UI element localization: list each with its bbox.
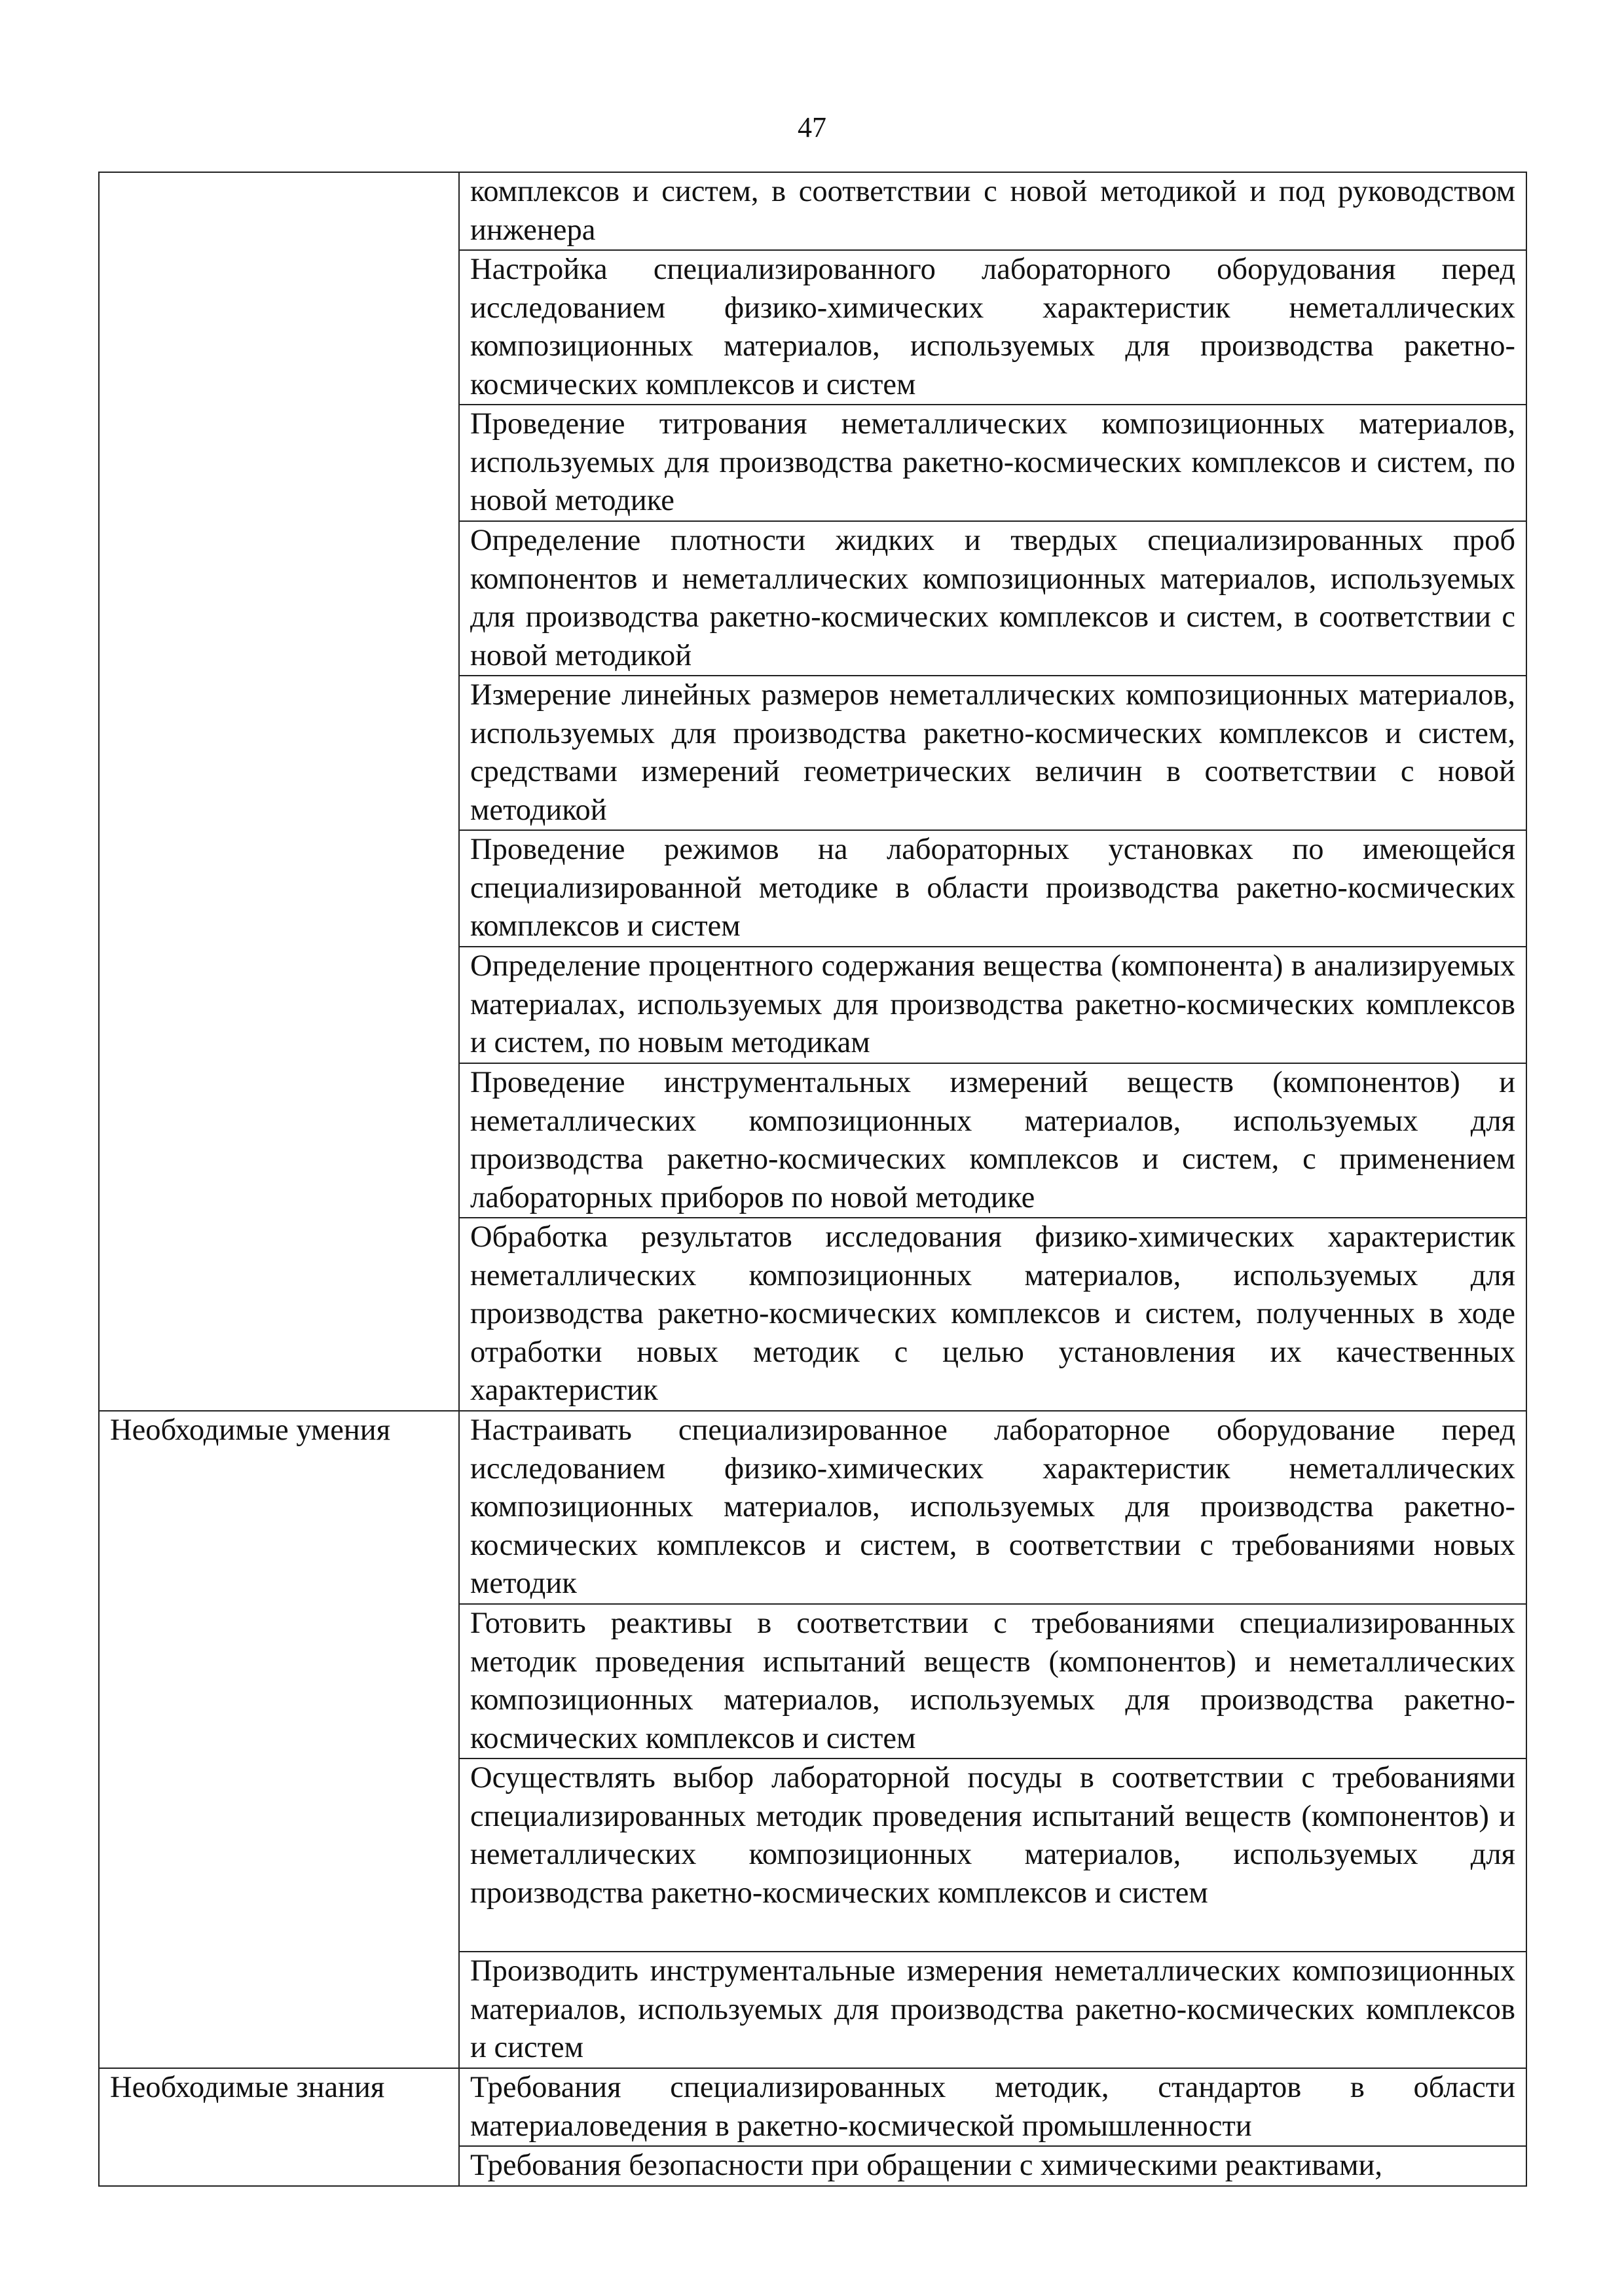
table-cell: комплексов и систем, в соответствии с новой методикой и под руководством инженера [459,172,1526,250]
row-label-skills: Необходимые умения [99,1411,459,2068]
table-cell: Настройка специализированного лабораторного оборудования перед исследованием физико-химических характеристик неметаллических композиционных материалов, используемых для производства ракетно-космических комплексов и систем [459,250,1526,405]
table-cell: Требования безопасности при обращении с химическими реактивами, [459,2146,1526,2186]
row-label-knowledge: Необходимые знания [99,2068,459,2186]
row-label [99,172,459,1411]
table-cell: Настраивать специализированное лабораторное оборудование перед исследованием физико-химических характеристик неметаллических композиционных материалов, используемых для производства ракетно-космических комплексов и систем, в соответствии с требованиями новых методик [459,1411,1526,1604]
table-cell: Измерение линейных размеров неметаллических композиционных материалов, используемых для производства ракетно-космических комплексов и систем, средствами измерений геометрических величин в соответствии с новой методикой [459,676,1526,830]
table-cell: Определение плотности жидких и твердых специализированных проб компонентов и неметаллических композиционных материалов, используемых для производства ракетно-космических комплексов и систем, в соответствии с новой методикой [459,521,1526,676]
table-row [99,1411,1526,1604]
table-cell: Определение процентного содержания вещества (компонента) в анализируемых материалах, используемых для производства ракетно-космических комплексов и систем, по новым методикам [459,947,1526,1063]
table-row [99,2068,1526,2146]
table-cell: Проведение режимов на лабораторных установках по имеющейся специализированной методике в области производства ракетно-космических комплексов и систем [459,830,1526,947]
page-number: 47 [798,111,826,143]
table-cell: Производить инструментальные измерения неметаллических композиционных материалов, используемых для производства ракетно-космических комплексов и систем [459,1952,1526,2068]
table-cell: Осуществлять выбор лабораторной посуды в соответствии с требованиями специализированных методик проведения испытаний веществ (компонентов) и неметаллических композиционных материалов, используемых для производства ракетно-космических комплексов и систем [459,1758,1526,1952]
table-cell: Требования специализированных методик, стандартов в области материаловедения в ракетно-космической промышленности [459,2068,1526,2146]
table-cell: Проведение инструментальных измерений веществ (компонентов) и неметаллических композиционных материалов, используемых для производства ракетно-космических комплексов и систем, с применением лабораторных приборов по новой методике [459,1063,1526,1218]
table-cell: Готовить реактивы в соответствии с требованиями специализированных методик проведения испытаний веществ (компонентов) и неметаллических композиционных материалов, используемых для производства ракетно-космических комплексов и систем [459,1604,1526,1758]
table-row [99,172,1526,250]
table-cell: Обработка результатов исследования физико-химических характеристик неметаллических композиционных материалов, используемых для производства ракетно-космических комплексов и систем, полученных в ходе отработки новых методик с целью установления их качественных характеристик [459,1218,1526,1411]
table-cell: Проведение титрования неметаллических композиционных материалов, используемых для производства ракетно-космических комплексов и систем, по новой методике [459,405,1526,521]
competency-table [98,172,1527,2187]
